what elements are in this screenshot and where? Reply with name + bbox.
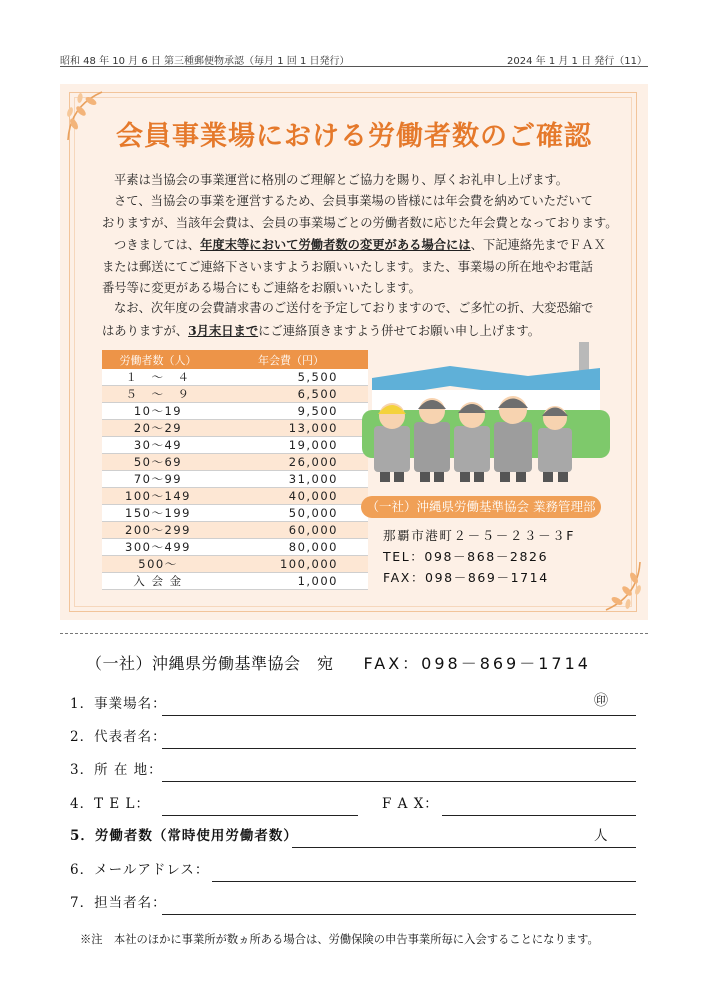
field-label-representative: 2．代表者名： bbox=[70, 729, 167, 745]
worker-icon bbox=[374, 403, 410, 482]
seal-mark: ㊞ bbox=[594, 693, 608, 709]
fee-table-row bbox=[102, 386, 368, 403]
fee-table-row bbox=[102, 539, 368, 556]
notice-text: または郵送にてご連絡下さいますようお願いいたします。また、事業場の所在地やお電話 bbox=[102, 259, 593, 274]
workers-unit: 人 bbox=[594, 828, 609, 844]
fee-table bbox=[102, 350, 368, 590]
tel-input[interactable] bbox=[162, 815, 358, 816]
fee-table-row bbox=[102, 505, 368, 522]
fee-amount: 26,000 bbox=[214, 454, 368, 471]
office-fax: FAX：098－869－1714 bbox=[383, 570, 549, 585]
form-note: ※注 本社のほかに事業所が数ヵ所ある場合は、労働保険の申告事業所毎に入会することになります。 bbox=[80, 933, 599, 946]
header-rule bbox=[60, 66, 648, 67]
notice-title: 会員事業場における労働者数のご確認 bbox=[116, 121, 592, 152]
notice-text: つきましては、 bbox=[114, 238, 201, 252]
fee-workers-range: 500～ bbox=[102, 556, 214, 573]
notice-text: はありますが、 bbox=[102, 323, 189, 338]
notice-emphasis: 年度末等において労働者数の変更がある場合には bbox=[200, 237, 471, 252]
field-label-workers: 5．労働者数（常時使用労働者数） bbox=[70, 828, 298, 844]
fee-amount: 40,000 bbox=[214, 488, 368, 505]
fee-header-fee: 年会費（円） bbox=[214, 351, 368, 370]
fee-amount: 9,500 bbox=[214, 403, 368, 420]
fee-workers-range: ５ ～ ９ bbox=[102, 386, 214, 403]
notice-text: おりますが、当該年会費は、会員の事業場ごとの労働者数に応じた年会費となっております。 bbox=[102, 215, 618, 230]
office-badge: （一社）沖縄県労働基準協会 業務管理部 bbox=[361, 496, 601, 518]
notice-text: 、下記連絡先までＦＡＸ bbox=[470, 238, 606, 252]
fee-workers-range: 10～19 bbox=[102, 403, 214, 420]
fee-amount: 6,500 bbox=[214, 386, 368, 403]
fee-workers-range: 200～299 bbox=[102, 522, 214, 539]
fee-header-workers: 労働者数（人） bbox=[102, 351, 214, 370]
notice-text: 平素は当協会の事業運営に格別のご理解とご協力を賜り、厚くお礼申し上げます。 bbox=[114, 173, 569, 187]
notice-text: なお、次年度の会費請求書のご送付を予定しておりますので、ご多忙の折、大変恐縮で bbox=[114, 301, 594, 315]
fee-table-row bbox=[102, 403, 368, 420]
field-label-email: 6．メールアドレス： bbox=[70, 862, 210, 878]
notice-emphasis: 3月末日まで bbox=[188, 322, 259, 338]
fee-amount: 60,000 bbox=[214, 522, 368, 539]
header-issue-date: 2024 年 1 月 1 日 発行（11） bbox=[507, 56, 647, 67]
fee-amount: 100,000 bbox=[214, 556, 368, 573]
fee-table-row bbox=[102, 420, 368, 437]
form-fax-number: FAX：098－869－1714 bbox=[363, 654, 591, 673]
fee-amount: 80,000 bbox=[214, 539, 368, 556]
field-label-tel: 4．T E L： bbox=[70, 796, 150, 812]
form-addressee: （一社）沖縄県労働基準協会 宛 bbox=[86, 654, 334, 673]
field-label-address: 3．所 在 地： bbox=[70, 762, 163, 778]
notice-paragraph bbox=[102, 170, 642, 192]
office-address: 那覇市港町２－５－２３－３F bbox=[383, 528, 576, 543]
header-issue-info: 昭和 48 年 10 月 6 日 第三種郵便物承認（毎月 1 回 1 日発行） bbox=[60, 56, 350, 67]
contact-person-input[interactable] bbox=[162, 914, 636, 915]
fee-table-header bbox=[102, 351, 368, 370]
fee-table-row bbox=[102, 454, 368, 471]
worker-icon bbox=[494, 396, 532, 482]
workers-input[interactable] bbox=[292, 847, 636, 848]
notice-paragraph bbox=[102, 298, 642, 342]
fee-table-row bbox=[102, 488, 368, 505]
fax-input[interactable] bbox=[442, 815, 636, 816]
fee-table-row bbox=[102, 437, 368, 454]
notice-text: さて、当協会の事業を運営するため、会員事業場の皆様には年会費を納めていただいて bbox=[114, 194, 593, 208]
leaf-ornament-icon bbox=[586, 556, 646, 616]
fee-amount: 1,000 bbox=[214, 573, 368, 590]
fee-workers-range: 300～499 bbox=[102, 539, 214, 556]
workers-illustration bbox=[360, 338, 610, 488]
worker-icon bbox=[538, 406, 572, 482]
fee-workers-range: 70～99 bbox=[102, 471, 214, 488]
fee-amount: 50,000 bbox=[214, 505, 368, 522]
business-name-input[interactable] bbox=[162, 715, 636, 716]
fee-workers-range: 50～69 bbox=[102, 454, 214, 471]
fee-workers-range: 入 会 金 bbox=[102, 573, 214, 590]
notice-text: にご連絡頂きますよう併せてお願い申し上げます。 bbox=[258, 323, 540, 338]
office-tel: TEL：098－868－2826 bbox=[383, 549, 549, 564]
fee-table-row bbox=[102, 471, 368, 488]
field-label-contact: 7．担当者名： bbox=[70, 895, 167, 911]
fee-workers-range: 20～29 bbox=[102, 420, 214, 437]
notice-paragraph bbox=[102, 234, 642, 300]
field-label-fax: F A X： bbox=[382, 796, 439, 812]
representative-input[interactable] bbox=[162, 748, 636, 749]
notice-paragraph bbox=[102, 191, 642, 234]
fee-table-row bbox=[102, 556, 368, 573]
worker-icon bbox=[454, 402, 490, 482]
fee-workers-range: 30～49 bbox=[102, 437, 214, 454]
worker-icon bbox=[414, 398, 450, 482]
fee-workers-range: １ ～ ４ bbox=[102, 369, 214, 386]
cut-line bbox=[60, 633, 648, 634]
form-header bbox=[86, 651, 591, 674]
fee-workers-range: 150～199 bbox=[102, 505, 214, 522]
fee-workers-range: 100～149 bbox=[102, 488, 214, 505]
address-input[interactable] bbox=[162, 781, 636, 782]
fee-table-row bbox=[102, 522, 368, 539]
field-label-business-name: 1．事業場名： bbox=[70, 696, 167, 712]
email-input[interactable] bbox=[212, 881, 636, 882]
fee-table-row bbox=[102, 369, 368, 386]
fee-amount: 5,500 bbox=[214, 369, 368, 386]
fee-amount: 19,000 bbox=[214, 437, 368, 454]
notice-text: 番号等に変更がある場合にもご連絡をお願いいたします。 bbox=[102, 281, 421, 295]
fee-amount: 13,000 bbox=[214, 420, 368, 437]
fee-amount: 31,000 bbox=[214, 471, 368, 488]
fee-table-row bbox=[102, 573, 368, 590]
